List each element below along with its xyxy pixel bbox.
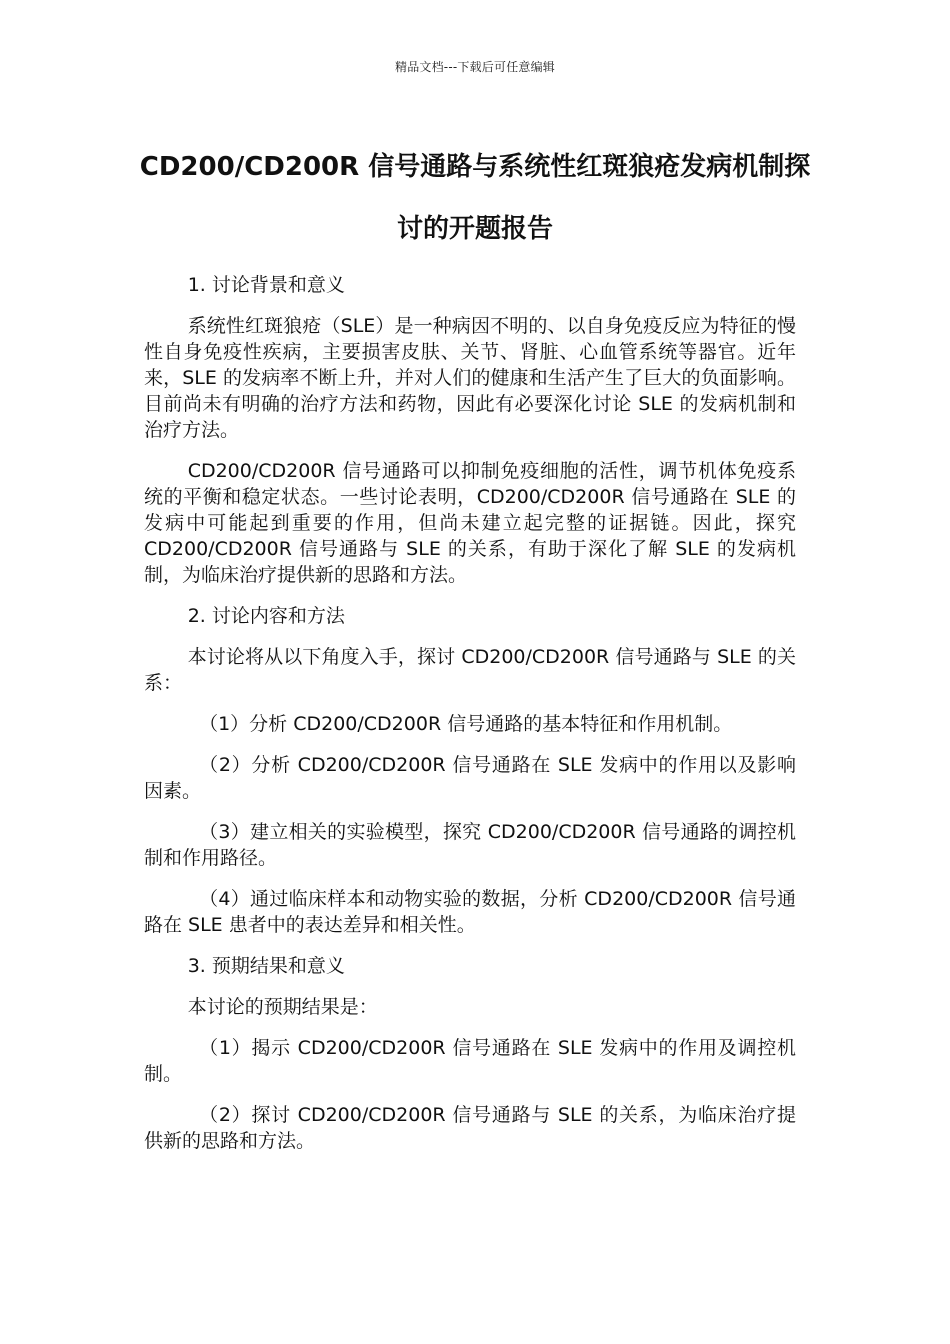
header-note: 精品文档---下载后可任意编辑 — [395, 60, 555, 74]
list-item-content-3: （3）建立相关的实验模型，探究 CD200/CD200R 信号通路的调控机制和作用路径。 — [144, 821, 796, 869]
section-heading-expected-results: 3. 预期结果和意义 — [187, 955, 345, 977]
document-title: CD200/CD200R 信号通路与系统性红斑狼疮发病机制探讨的开题报告 — [139, 152, 811, 244]
document-body — [144, 272, 796, 1169]
paragraph-background-2: CD200/CD200R 信号通路可以抑制免疫细胞的活性，调节机体免疫系统的平衡和稳定状态。一些讨论表明，CD200/CD200R 信号通路在 SLE 的发病中可能起到重要的作用，但尚未建立起完整的证据链。因此，探究 CD200/CD200R 信号通路与 SLE 的关系，有助于深化了解 SLE 的发病机制，为临床治疗提供新的思路和方法。 — [144, 460, 796, 586]
list-item-content-4: （4）通过临床样本和动物实验的数据，分析 CD200/CD200R 信号通路在 SLE 患者中的表达差异和相关性。 — [144, 888, 796, 936]
section-heading-content-methods: 2. 讨论内容和方法 — [187, 605, 345, 627]
list-item-content-2: （2）分析 CD200/CD200R 信号通路在 SLE 发病中的作用以及影响因素。 — [144, 754, 796, 802]
list-item-expected-1: （1）揭示 CD200/CD200R 信号通路在 SLE 发病中的作用及调控机制。 — [144, 1037, 796, 1085]
paragraph-expected-intro: 本讨论的预期结果是： — [187, 996, 378, 1018]
paragraph-background-1: 系统性红斑狼疮（SLE）是一种病因不明的、以自身免疫反应为特征的慢性自身免疫性疾病，主要损害皮肤、关节、肾脏、心血管系统等器官。近年来，SLE 的发病率不断上升，并对人们的健康和生活产生了巨大的负面影响。目前尚未有明确的治疗方法和药物，因此有必要深化讨论 SLE 的发病机制和治疗方法。 — [144, 315, 796, 441]
list-item-content-1: （1）分析 CD200/CD200R 信号通路的基本特征和作用机制。 — [199, 713, 733, 735]
paragraph-content-intro: 本讨论将从以下角度入手，探讨 CD200/CD200R 信号通路与 SLE 的关系： — [144, 646, 796, 694]
section-heading-background: 1. 讨论背景和意义 — [187, 274, 345, 296]
list-item-expected-2: （2）探讨 CD200/CD200R 信号通路与 SLE 的关系，为临床治疗提供新的思路和方法。 — [144, 1104, 796, 1152]
